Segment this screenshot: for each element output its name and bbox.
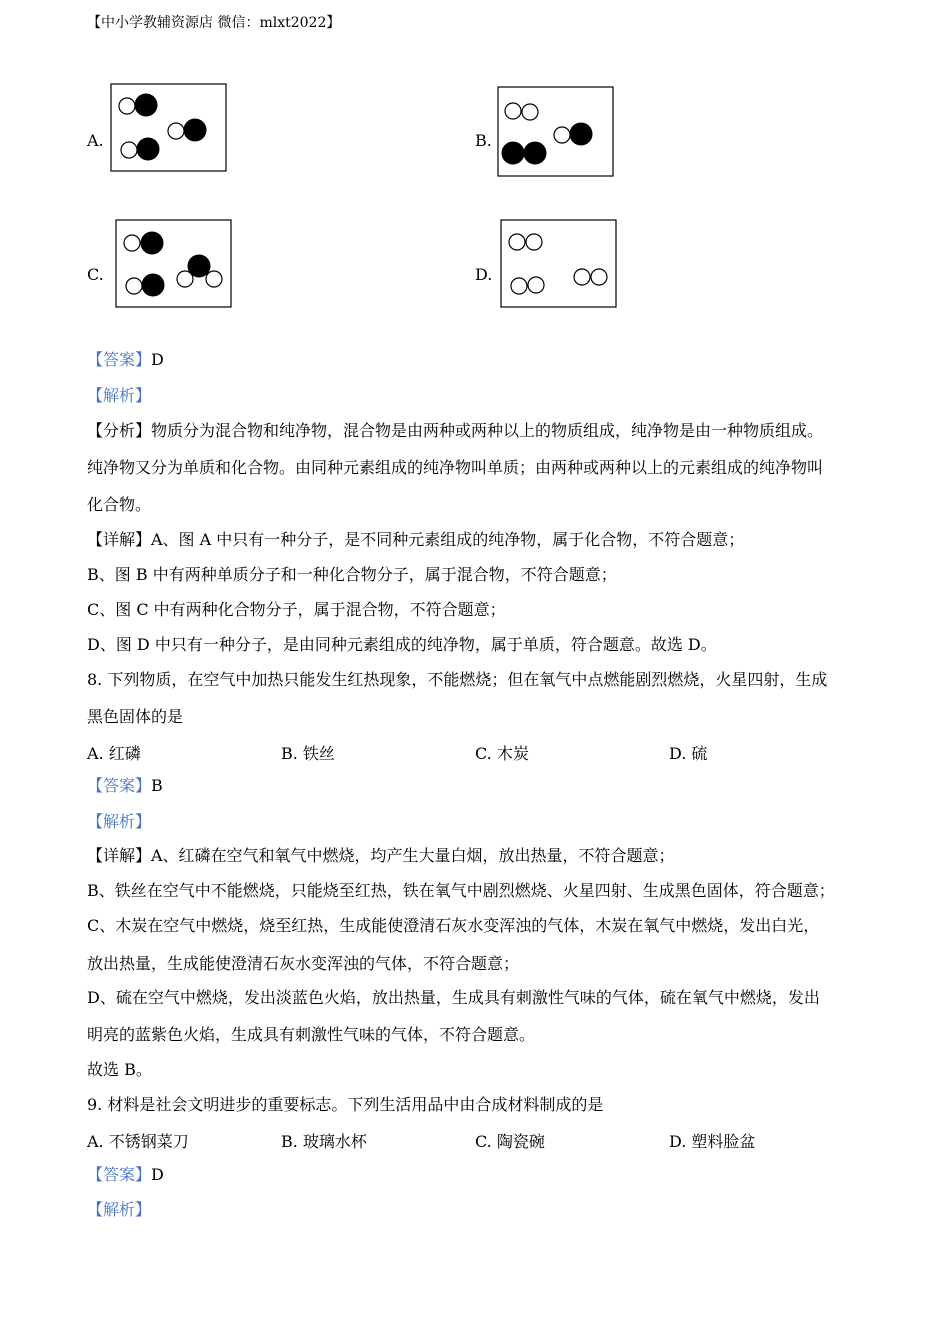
q7-analysis-line: C、图 C 中有两种化合物分子，属于混合物，不符合题意； — [87, 600, 506, 619]
q9-answer — [87, 1164, 164, 1186]
diagram-c — [115, 219, 233, 309]
q8-choice-a: A. 红磷 — [87, 744, 141, 763]
q7-analysis-line: 【分析】物质分为混合物和纯净物，混合物是由两种或两种以上的物质组成，纯净物是由一种物质组成。 — [87, 421, 824, 440]
q7-analysis-tag: 【解析】 — [87, 386, 152, 405]
q9-stem: 9. 材料是社会文明进步的重要标志。下列生活用品中由合成材料制成的是 — [87, 1095, 604, 1114]
q7-answer — [87, 349, 164, 371]
q7-analysis-line: B、图 B 中有两种单质分子和一种化合物分子，属于混合物，不符合题意； — [87, 565, 617, 584]
answer-tag: 【答案】 — [87, 350, 152, 369]
q8-analysis-line: 明亮的蓝紫色火焰，生成具有刺激性气味的气体，不符合题意。 — [87, 1025, 536, 1044]
option-d-label: D. — [475, 265, 493, 284]
q8-analysis-line: B、铁丝在空气中不能燃烧，只能烧至红热，铁在氧气中剧烈燃烧、火星四射、生成黑色固体，符合题意； — [87, 881, 835, 900]
diagram-b — [497, 86, 615, 178]
option-b-label: B. — [475, 131, 492, 150]
q9-choice-b: B. 玻璃水杯 — [281, 1132, 367, 1151]
q7-analysis-line: 纯净物又分为单质和化合物。由同种元素组成的纯净物叫单质；由两种或两种以上的元素组成的纯净物叫 — [87, 458, 824, 477]
q7-analysis-line: D、图 D 中只有一种分子，是由同种元素组成的纯净物，属于单质，符合题意。故选 D。 — [87, 635, 717, 654]
answer-value: B — [151, 776, 163, 795]
diagram-a — [110, 83, 228, 173]
q8-analysis-line: 故选 B。 — [87, 1060, 152, 1079]
q8-stem: 8. 下列物质，在空气中加热只能发生红热现象，不能燃烧；但在氧气中点燃能剧烈燃烧，火星四射，生成 — [87, 670, 828, 689]
q8-analysis-line: 放出热量，生成能使澄清石灰水变浑浊的气体，不符合题意； — [87, 954, 520, 973]
q9-analysis-tag: 【解析】 — [87, 1200, 152, 1219]
option-a-label: A. — [87, 131, 104, 150]
q8-analysis-line: C、木炭在空气中燃烧，烧至红热，生成能使澄清石灰水变浑浊的气体，木炭在氧气中燃烧，发出白光， — [87, 916, 820, 935]
answer-tag: 【答案】 — [87, 1165, 152, 1184]
answer-value: D — [151, 350, 164, 369]
q9-choice-a: A. 不锈钢菜刀 — [87, 1132, 189, 1151]
answer-value: D — [151, 1165, 164, 1184]
q8-analysis-line: 【详解】A、红磷在空气和氧气中燃烧，均产生大量白烟，放出热量，不符合题意； — [87, 846, 675, 865]
answer-tag: 【答案】 — [87, 776, 152, 795]
q8-choice-b: B. 铁丝 — [281, 744, 335, 763]
q7-analysis-line: 【详解】A、图 A 中只有一种分子，是不同种元素组成的纯净物，属于化合物，不符合题意； — [87, 530, 745, 549]
q9-choice-c: C. 陶瓷碗 — [475, 1132, 545, 1151]
q7-analysis-line: 化合物。 — [87, 495, 152, 514]
q8-stem: 黑色固体的是 — [87, 707, 184, 726]
q8-analysis-line: D、硫在空气中燃烧，发出淡蓝色火焰，放出热量，生成具有刺激性气味的气体，硫在氧气中燃烧，发出 — [87, 988, 820, 1007]
page-header: 【中小学教辅资源店 微信：mlxt2022】 — [87, 15, 341, 31]
q8-choice-d: D. 硫 — [669, 744, 708, 763]
diagram-d — [500, 219, 618, 309]
option-c-label: C. — [87, 265, 104, 284]
q8-analysis-tag: 【解析】 — [87, 812, 152, 831]
q8-choice-c: C. 木炭 — [475, 744, 529, 763]
q8-answer — [87, 775, 163, 797]
q9-choice-d: D. 塑料脸盆 — [669, 1132, 756, 1151]
